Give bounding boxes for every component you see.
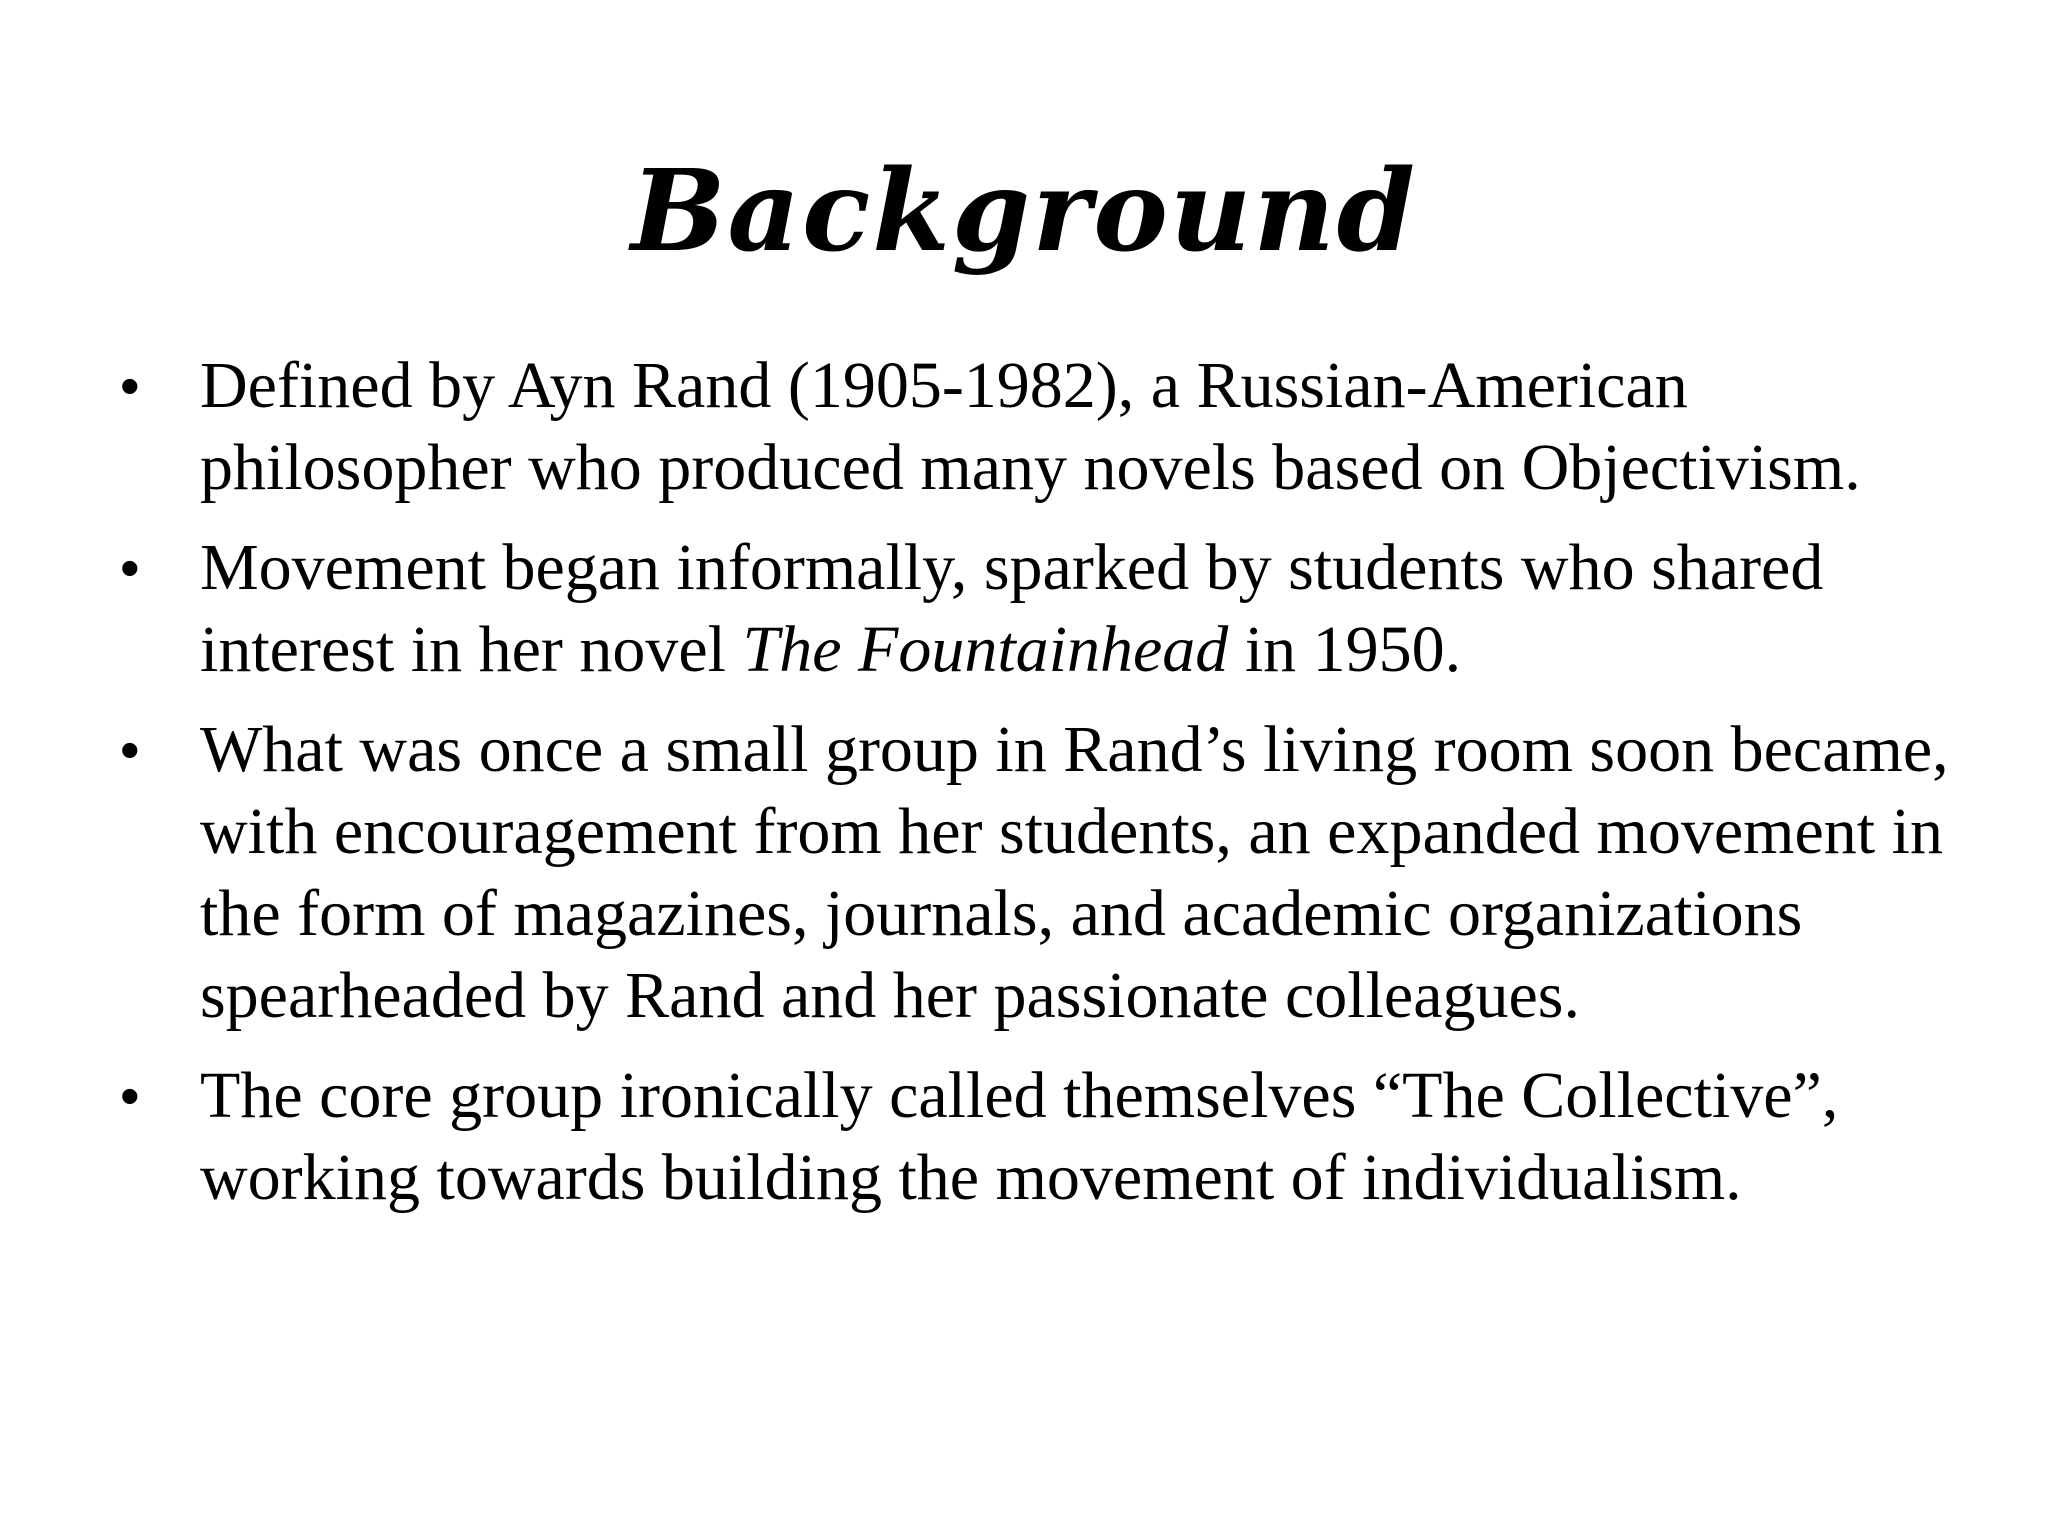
bullet-marker: • bbox=[120, 536, 140, 599]
bullet-text: Movement began informally, sparked by students who shared interest in her novel bbox=[200, 531, 1824, 686]
bullet-text: in 1950. bbox=[1228, 613, 1462, 686]
bullet-item bbox=[120, 345, 1960, 509]
bullet-marker: • bbox=[120, 718, 140, 781]
bullet-item bbox=[120, 709, 1960, 1037]
bullet-text: What was once a small group in Rand’s living room soon became, with encouragement from her students, an expanded movement in the form of magazines, journals, and academic organizations spearheaded by Rand and her passionate colleagues. bbox=[200, 713, 1949, 1032]
bullet-marker: • bbox=[120, 354, 140, 417]
bullet-item bbox=[120, 527, 1960, 691]
slide-title: Background bbox=[630, 146, 1418, 277]
bullet-text: The core group ironically called themselves “The Collective”, working towards building the movement of individualism. bbox=[200, 1059, 1839, 1214]
bullet-item bbox=[120, 1055, 1960, 1219]
bullet-text: Defined by Ayn Rand (1905-1982), a Russian-American philosopher who produced many novels based on Objectivism. bbox=[200, 349, 1861, 504]
bullet-marker: • bbox=[120, 1064, 140, 1127]
bullet-list bbox=[120, 345, 1960, 1237]
book-title: The Fountainhead bbox=[742, 613, 1229, 686]
